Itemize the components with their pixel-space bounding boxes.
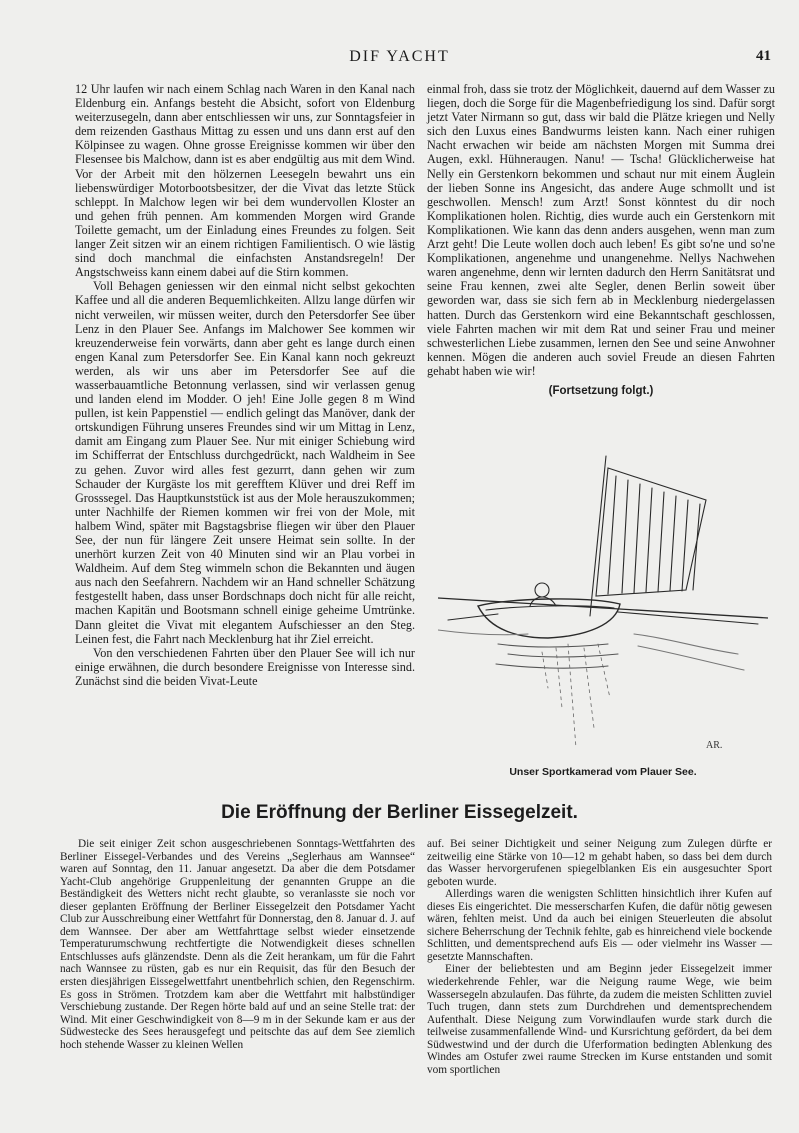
illustration-signature: AR. bbox=[706, 740, 723, 751]
article1-right-column bbox=[427, 82, 775, 398]
article2-left-column bbox=[60, 838, 415, 1051]
article2-paragraph: Die seit einiger Zeit schon ausgeschriebenen Sonntags-Wettfahrten des Berliner Eissegel-Verbandes und des Vereins „Seglerhaus am Wannsee“ waren auf Sonntag, den 11. Januar angesetzt. Da aber die dem Potsdamer Yacht-Club angehörige Gruppenleitung der genannten Gruppe an die Beständigkeit des Wetters nicht recht glaubte, so veranlasste sie noch vor dieser geplanten Eröffnung der Berliner Eissegelzeit den Potsdamer Yacht Club zur Ausschreibung einer Wettfahrt für Donnerstag, den 8. Januar d. J. auf dem Wannsee. Der aber am Wettfahrttage selbst wieder einsetzende Temperaturumschwung rechtfertigte die Notwendigkeit dieses schnellen Entschlusses aufs glänzendste. Denn als die Zeit herankam, um für die Fahrt nach Wannsee zu rüsten, gab es nur ein Requisit, das für den Besuch der ersten diesjährigen Eissegelwettfahrt unentbehrlich schien, den Regenschirm. Es goss in Strömen. Trotzdem kam aber die Wettfahrt mit halbstündiger Verschiebung zustande. Der Regen hörte bald auf und an seine Stelle trat: der Wind. Mit einer Geschwindigkeit von 8—9 m in der Sekunde kam er aus der Südwestecke des Sees herausgefegt und peitschte das auf dem See ziemlich hoch stehende Wasser zu kleinen Wellen bbox=[60, 838, 415, 1051]
article1-left-column bbox=[75, 82, 415, 688]
page-number: 41 bbox=[756, 48, 771, 64]
article2-title: Die Eröffnung der Berliner Eissegelzeit. bbox=[221, 802, 578, 823]
article1-paragraph: Voll Behagen geniessen wir den einmal nicht selbst gekochten Kaffee und all die anderen Bequemlichkeiten. Allzu lange dürfen wir nicht verweilen, wir müssen weiter, durch den Petersdorfer See über Lenz in den Plauer See. Anfangs im Malchower See kommen wir kreuzenderweise fein vorwärts, dann aber geht es lange durch einen engen Kanal zum Petersdorfer See. Ein Kanal kann noch gekreuzt werden, als wir uns aber im Petersdorfer See auf die wasserbauamtliche Betonnung verlassen, sind wir verlassen genug und landen elend im Modder. O jeh! Eine Jolle gegen 8 m Wind pullen, ist kein Pappenstiel — endlich gelingt das Manöver, dank der ortskundigen Führung unseres Freundes sind wir um Mittag in Lenz, damit am Eingang zum Plauer See. Nur mit einiger Schiebung wird im Schifferrat der Entschluss durchgedrückt, nach Waldheim in See zu gehen. Zuvor wird alles fest gezurrt, dann gehen wir zum Schauder der Kurgäste los mit gerefftem Klüver und drei Reff im Grosssegel. Das Hauptkunststück ist aus der Mole herauszukommen; unter Nachhilfe der Riemen kommen wir frei von der Mole, mit halbem Wind, später mit Bagstagsbrise fliegen wir über den Plauer See, der nun für längere Zeit unsere Heimat sein sollte. In der unerhört kurzen Zeit von 40 Minuten sind wir an Plau vorbei in Waldheim. Auf dem Steg wimmeln schon die Bekannten und äugen aus nach den Seefahrern. Nachdem wir an Hand schneller Schätzung festgestellt haben, dass unser Bordschnaps doch nicht für alle reicht, machen Kapitän und Bootsmann schnell einige geheime Umtrünke. Dann gleitet die Vivat mit elegantem Aufschiesser an den Steg. Leinen fest, die Fahrt nach Mecklenburg hat ihr Ziel erreicht. bbox=[75, 279, 415, 646]
illustration-caption: Unser Sportkamerad vom Plauer See. bbox=[509, 766, 697, 778]
article2-paragraph: Allerdings waren die wenigsten Schlitten hinsichtlich ihrer Kufen auf dieses Eis eingerichtet. Die messerscharfen Kufen, die dafür nötig gewesen wären, fehlten meist. Und da auch bei einigen Steuerleuten die absolut sichere Beherrschung der Technik fehlte, gab es hinreichend viele bockende Schlitten, und dementsprechend aufs Eis — oder vielmehr ins Wasser — gesetzte Mannschaften. bbox=[427, 888, 772, 963]
article2-paragraph: auf. Bei seiner Dichtigkeit und seiner Neigung zum Zulegen dürfte er zeitweilig eine Stärke von 10—12 m gehabt haben, so dass bei dem durch das Wasser hervorgerufenen spiegelblanken Eis ein ausgesuchter Sport geboten wurde. bbox=[427, 838, 772, 888]
sailboat-illustration bbox=[438, 448, 768, 766]
continued-note: (Fortsetzung folgt.) bbox=[548, 384, 654, 397]
article2-right-column bbox=[427, 838, 772, 1076]
article1-paragraph: einmal froh, dass sie trotz der Möglichkeit, dauernd auf dem Wasser zu liegen, doch die Sorge für die Magenbefriedigung los sind. Dafür sorgt jetzt Vater Nirmann so gut, dass wir bald die Plätze kriegen und Nelly sich den Luxus eines Bandwurms leisten kann. Nach einer ruhigen Nacht erwachen wir beide am nächsten Morgen mit Summa drei Augen, exkl. Hühneraugen. Nanu! — Tscha! Glücklicherweise hat Nelly ein Gerstenkorn bekommen und schaut nur mit einem Äuglein der lieben Sonne ins Angesicht, das andere Auge schmollt und ist geschwollen. Mensch! zum Arzt! Sonst könntest du dir noch Komplikationen holen. Richtig, dies wurde auch ein Gerstenkorn mit Komplikationen. Wie kann das denn anders ausgehen, wenn man zum Arzt geht! Die Leute wollen doch auch leben! Es gibt so'ne und so'ne Komplikationen, angenehme und unangenehme. Nellys Nachwehen waren angenehme, denn wir lernten dadurch den Herrn Sanitätsrat und seine Frau kennen, zwei alte Segler, denen Berlin soweit über geworden war, dass sie sich fern ab in Mecklenburg niedergelassen hatten. Durch das Gerstenkorn wird eine Bekanntschaft geschlossen, viele Fahrten machen wir mit dem Rat und seiner Frau und meiner schwesterlichen Liebe zusammen, lernen den See und seine Anwohner kennen. Mögen die anderen auch soviel Freude an diesen Fahrten gehabt haben wie wir! bbox=[427, 82, 775, 378]
article1-paragraph: 12 Uhr laufen wir nach einem Schlag nach Waren in den Kanal nach Eldenburg ein. Anfangs besteht die Absicht, sofort von Eldenburg weiterzusegeln, dann aber entschliessen wir uns, zur Sonntagsfeier in dem reizenden Gasthaus Mittag zu essen und uns dann erst auf den Kölpinsee zu wagen. Ohne grosse Ereignisse kommen wir über den Flesensee bis Malchow, dann ist es aber endgültig aus mit dem Wind. Vor der Arbeit mit den hölzernen Leesegeln bewahrt uns ein liebenswürdiger Motorbootsbesitzer, der die Vivat das letzte Stück schleppt. In Malchow legen wir bei dem wundervollen Kloster an und gehen früh pennen. Am kommenden Morgen wird Grande Toilette gemacht, um der Einladung eines Freundes zu folgen. Seit langer Zeit sitzen wir an einem richtigen Familientisch. O wie lästig sind doch manchmal die einfachsten Anstandsregeln! Der Angstschweiss kann einem dabei auf die Stirn kommen. bbox=[75, 82, 415, 280]
article1-paragraph: Von den verschiedenen Fahrten über den Plauer See will ich nur einige erwähnen, die durch besondere Ereignisse von Interesse sind. Zunächst sind die beiden Vivat-Leute bbox=[75, 645, 415, 688]
running-title: DIF YACHT bbox=[349, 48, 450, 65]
article2-paragraph: Einer der beliebtesten und am Beginn jeder Eissegelzeit immer wiederkehrende Fehler, war die Neigung raume Wege, wie beim Wassersegeln abzulaufen. Das führte, da zudem die meisten Schlitten zuviel Tuch trugen, dann stets zum Durchdrehen und dementsprechendem Aufenthalt. Diese Neigung zum Vorwindlaufen wurde stark durch die teilweise zusammenfallende Wind- und Kursrichtung gefördert, da bei dem Südwestwind und der durch die Uferformation bedingten Ablenkung des Windes am Ostufer zwei raume Strecken im Kurse entstanden und somit vom sportlichen bbox=[427, 963, 772, 1076]
